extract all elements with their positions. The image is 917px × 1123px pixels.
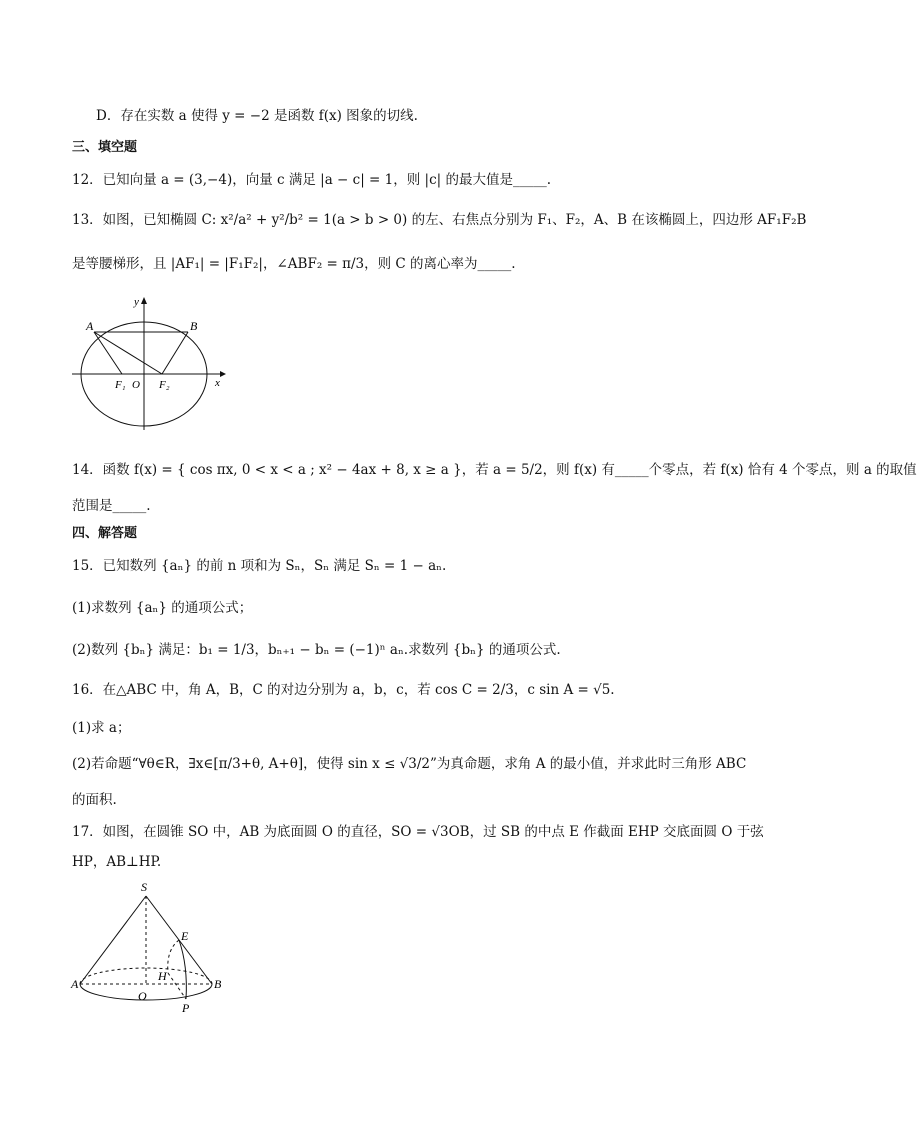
label-o: O xyxy=(138,989,147,1003)
question-13-line2: 是等腰梯形，且 |AF₁| = |F₁F₂|，∠ABF₂ = π/3，则 C 的离心率为_____. xyxy=(72,256,516,272)
question-16-part2: (2)若命题“∀θ∈R，∃x∈[π/3+θ, A+θ]，使得 sin x ≤ √3/2”为真命题，求角 A 的最小值，并求此时三角形 ABC xyxy=(72,756,747,772)
label-b: B xyxy=(214,977,222,991)
question-13-line1: 13．如图，已知椭圆 C: x²/a² + y²/b² = 1(a > b > 0) 的左、右焦点分别为 F₁、F₂，A、B 在该椭圆上，四边形 AF₁F₂B xyxy=(72,212,807,228)
label-e: E xyxy=(181,929,189,943)
segment-sa xyxy=(80,896,146,984)
segment-bf2 xyxy=(162,332,188,374)
question-12: 12．已知向量 a = (3,−4)，向量 c 满足 |a − c| = 1，则 |c| 的最大值是_____. xyxy=(72,172,552,188)
label-s: S xyxy=(141,880,147,894)
question-16-part1: (1)求 a； xyxy=(72,720,131,736)
section-curve-eh xyxy=(168,940,179,973)
question-16: 16．在△ABC 中，角 A，B，C 的对边分别为 a，b，c，若 cos C = 2/3，c sin A = √5. xyxy=(72,682,615,698)
section-fill-blank-heading: 三、填空题 xyxy=(72,140,138,155)
question-17-line1: 17．如图，在圆锥 SO 中，AB 为底面圆 O 的直径，SO = √3OB，过 SB 的中点 E 作截面 EHP 交底面圆 O 于弦 xyxy=(72,824,764,840)
question-15-part2: (2)数列 {bₙ} 满足：b₁ = 1/3，bₙ₊₁ − bₙ = (−1)ⁿ aₙ.求数列 {bₙ} 的通项公式. xyxy=(72,642,561,658)
label-o: O xyxy=(132,379,140,391)
question-14-line2: 范围是_____. xyxy=(72,498,151,514)
segment-hp xyxy=(168,973,186,999)
cone-figure xyxy=(70,878,230,1018)
label-y: y xyxy=(134,296,139,308)
y-axis-arrow xyxy=(141,297,147,304)
question-15: 15．已知数列 {aₙ} 的前 n 项和为 Sₙ，Sₙ 满足 Sₙ = 1 − aₙ. xyxy=(72,558,447,574)
label-x: x xyxy=(215,377,220,389)
question-17-line2: HP，AB⊥HP. xyxy=(72,854,162,870)
label-a: A xyxy=(71,977,79,991)
segment-af2 xyxy=(94,332,162,374)
label-f2: F₂ xyxy=(159,379,170,391)
question-14-line1: 14．函数 f(x) = { cos πx, 0 < x < a ; x² − 4ax + 8, x ≥ a }，若 a = 5/2，则 f(x) 有_____个零点，若 f(x) 恰有 4 个零点，则 a 的取值 xyxy=(72,462,917,478)
x-axis-arrow xyxy=(220,371,226,377)
label-b: B xyxy=(190,319,198,333)
label-h: H xyxy=(158,969,167,983)
option-d: D．存在实数 a 使得 y = −2 是函数 f(x) 图象的切线. xyxy=(96,108,418,124)
label-f1: F₁ xyxy=(115,379,126,391)
section-answer-heading: 四、解答题 xyxy=(72,526,138,541)
question-15-part1: (1)求数列 {aₙ} 的通项公式； xyxy=(72,600,253,616)
segment-af1 xyxy=(94,332,122,374)
ellipse-figure xyxy=(70,292,230,432)
label-p: P xyxy=(182,1001,190,1015)
label-a: A xyxy=(86,319,94,333)
question-16-part2-cont: 的面积. xyxy=(72,792,117,808)
